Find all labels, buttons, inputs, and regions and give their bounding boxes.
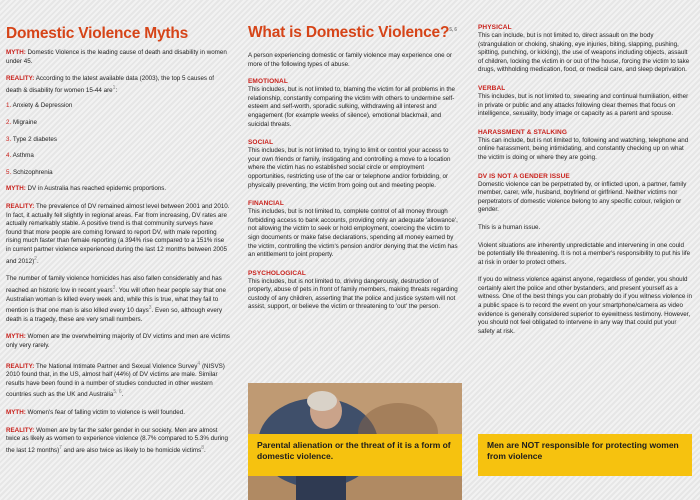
list-item: 4. Asthma [6, 152, 34, 160]
section-title: DV IS NOT A GENDER ISSUE [478, 172, 570, 180]
section-financial [248, 200, 462, 260]
reality-1: REALITY: According to the latest available data (2003), the top 5 causes of death & disability for women 15-44 are$^1$: [6, 75, 214, 94]
list-item: 5. Schizophrenia [6, 168, 53, 176]
homicide-paragraph: The number of family violence homicides has also fallen considerably and has reached an historic low in recent years$^3$. You will often hear people say that one Australian woman is killed every week and, while this is true, what they fail to mention is that one man is also killed every 10 days$^3$. Even so, although every death is a tragedy, these are very small numbers. [6, 275, 226, 323]
section-body: Domestic violence can be perpetrated by, or inflicted upon, a partner, family member, carer, wife, husband, boyfriend or girlfriend. Neither victims nor perpetrators of domestic violence belong to any specific colour, religion or gender. [478, 180, 687, 214]
intro-paragraph: A person experiencing domestic or family violence may experience one or more of the following types of abuse. [248, 52, 452, 68]
section-body: This includes, but is not limited to, blaming the victim for all problems in the relationship, constantly comparing the victim with others to undermine self-esteem and self-worth, sporadic sulking, withdrawing all interest and engagement (for example weeks of silence), emotional blackmail, and suicidal threats. [248, 86, 456, 128]
types-continued-column [478, 0, 692, 336]
section-harassment [478, 129, 692, 163]
section-physical [478, 24, 692, 75]
section-body: This includes, but is not limited to, driving dangerously, destruction of property, abuse of pets in front of family members, making threats regarding custody of any children, asserting that the police and justice system will not assist, support, or believe the victim or threatening to 'out' the person. [248, 277, 458, 311]
myth-2: MYTH: DV in Australia has reached epidemic proportions. [6, 185, 167, 193]
section-social [248, 139, 462, 190]
section-title: PHYSICAL [478, 24, 512, 31]
section-emotional [248, 78, 462, 129]
section-verbal [478, 85, 692, 119]
reality-2: REALITY: The prevalence of DV remained almost level between 2001 and 2010. In fact, it actually fell slightly in regional areas. Far from increasing, DV rates are actually remarkably stable. A positive trend is that community surveys have found that more people are coming forward to report DV, with male reporting rising much faster than female reporting (a 394% rise compared to a 151% rise in current partner violence experienced during the last 12 months between 2005 and 2012)$^2$. [6, 203, 230, 265]
section-title: EMOTIONAL [248, 78, 288, 86]
human-issue-text: This is a human issue. [478, 223, 541, 231]
section-psychological [248, 270, 462, 312]
section-title: FINANCIAL [248, 200, 284, 208]
what-is-dv-heading: What is Domestic Violence?$^{5, 6}$ [248, 24, 457, 41]
section-body: This includes, but is not limited to, trying to limit or control your access to your own friends or family, instigating and controlling a move to a location where the victim has no established social circle or employment opportunities, restricting use of the car or telephone and/or forbidding, or physically preventing, the victim from going out and meeting people. [248, 147, 451, 189]
list-item: 2. Migraine [6, 119, 37, 127]
section-body: This includes, but is not limited to, swearing and continual humiliation, either in private or public and any attacks following clear themes that focus on intelligence, sexuality, body image or capacity as a parent and spouse. [478, 92, 689, 118]
men-not-responsible-banner: Men are NOT responsible for protecting women from violence [478, 434, 692, 476]
section-body: This can include, but is not limited to, following and watching, telephone and online harassment, being intimidating, and constantly checking up on what the victim is doing or where they are going. [478, 136, 689, 161]
myths-column [6, 0, 230, 456]
reality-4: REALITY: Women are by far the safer gender in our society. Men are almost twice as likely as women to experience violence (8.7% compared to 5.3% during the last 12 months)$^7$ and are also twice as likely to be homicide victims$^8$. [6, 426, 228, 454]
myth-1: MYTH: Domestic Violence is the leading cause of death and disability in women under 45. [6, 49, 227, 65]
what-is-dv-column [248, 0, 462, 312]
myth-4: MYTH: Women's fear of falling victim to violence is well founded. [6, 409, 185, 417]
witness-paragraph: If you do witness violence against anyone, regardless of gender, you should certainly alert the police and other bystanders, and present yourself as a witness. One of the best things you can probably do if you witness violence in a public space is to record the event on your smartphone/camera as video evidence is generally considered superior to eyewitness testimony. However, you should not feel obligated to intervene in any way that could put your safety at risk. [478, 276, 693, 335]
section-title: PSYCHOLOGICAL [248, 269, 306, 277]
list-item: 3. Type 2 diabetes [6, 135, 57, 143]
section-title: VERBAL [478, 84, 506, 92]
myths-heading: Domestic Violence Myths [6, 25, 189, 42]
section-body: This includes, but is not limited to, complete control of all money through forbidding access to bank accounts, providing only an adequate 'allowance', not allowing the victim to seek or hold employment, coercing the victim to sign documents or make false declarations, spending all money earned by the victim, controlling the victim's pension and/or denying that the victim has an entitlement to joint property. [248, 208, 458, 259]
myth-3: MYTH: Women are the overwhelming majority of DV victims and men are victims only very rarely. [6, 333, 230, 349]
section-title: HARASSMENT & STALKING [478, 128, 568, 136]
reality-3: REALITY: The National Intimate Partner and Sexual Violence Survey$^4$ (NISVS) 2010 found that, in the US, almost half (44%) of DV victims are male. Similar results have been found in a number of studies conducted in other western countries such as the UK and Australia$^{5, 6}$. [6, 360, 225, 399]
section-gender [478, 173, 692, 215]
section-body: This can include, but is not limited to, direct assault on the body (strangulation or choking, shaking, eye injuries, biting, slapping, pushing, spitting, punching, or kicking), the use of weapons including objects, assault of children, locking the victim in or out of the house, forcing the victim to take drugs, withholding medication, food, or medical care, and sleep deprivation. [478, 32, 690, 74]
violent-situations-paragraph: Violent situations are inherently unpredictable and intervening in one could be potentially life threatening. It is not a member's responsibility to put his life at risk in order to protect others. [478, 241, 691, 266]
parental-alienation-banner: Parental alienation or the threat of it is a form of domestic violence. [248, 434, 462, 476]
section-title: SOCIAL [248, 139, 274, 147]
causes-list [6, 102, 230, 177]
list-item: 1. Anxiety & Depression [6, 102, 73, 110]
